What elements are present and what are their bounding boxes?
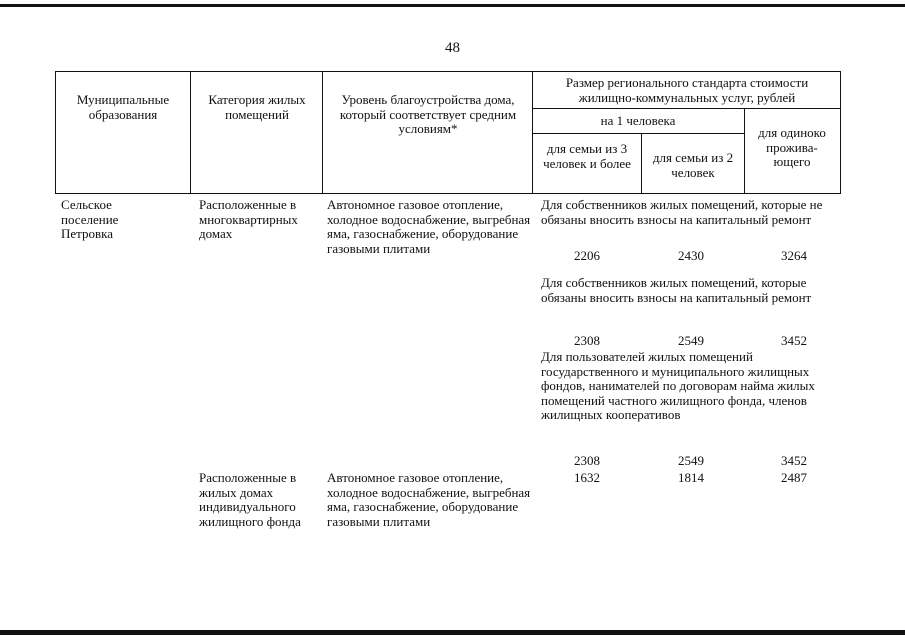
value-c-family-2: 2549 (678, 453, 704, 468)
table-top-line (55, 71, 841, 72)
header-bottom-line (55, 193, 841, 194)
value-b-family-3plus: 2308 (574, 333, 600, 348)
table-left-line (55, 71, 56, 193)
header-category: Категория жилых помещений (208, 92, 306, 122)
group-header-line (532, 108, 841, 109)
value-d-family-3plus: 1632 (574, 470, 600, 485)
value-b-single: 3452 (781, 333, 807, 348)
header-amenity-level: Уровень благоустройства дома, который соответствует средним условиям* (339, 92, 517, 136)
col-divider-1 (190, 71, 191, 193)
users-state-housing-label: Для пользователей жилых помещений государственного и муниципального жилищных фондов, нанимателей по договорам найма жилых помещений частного жилищного фонда, членов жилищных кооперативов (541, 349, 815, 422)
per-person-line (532, 133, 744, 134)
header-standard-size: Размер регионального стандарта стоимости жилищно-коммунальных услуг, рублей (565, 75, 809, 105)
header-municipality: Муниципальные образования (76, 92, 170, 122)
header-family-3plus: для семьи из 3 человек и более (543, 141, 631, 171)
value-d-family-2: 1814 (678, 470, 704, 485)
header-per-person: на 1 человека (600, 113, 676, 128)
sub-divider-1 (641, 133, 642, 193)
value-c-single: 3452 (781, 453, 807, 468)
col-divider-3 (532, 71, 533, 193)
amenity-description-2: Автономное газовое отопление, холодное водоснабжение, выгребная яма, газоснабжение, оборудование газовыми плитами (327, 470, 531, 529)
value-d-single: 2487 (781, 470, 807, 485)
owners-capital-repair-label: Для собственников жилых помещений, которые обязаны вносить взносы на капитальный ремонт (541, 275, 812, 305)
owners-no-capital-repair-label: Для собственников жилых помещений, которые не обязаны вносить взносы на капитальный ремонт (541, 197, 823, 227)
sub-divider-2 (744, 108, 745, 193)
page-number: 48 (445, 40, 460, 56)
value-b-family-2: 2549 (678, 333, 704, 348)
value-a-family-3plus: 2206 (574, 248, 600, 263)
header-single: для одиноко прожива-ющего (758, 125, 826, 169)
value-a-family-2: 2430 (678, 248, 704, 263)
bottom-border-rule (0, 630, 905, 635)
table-right-line (840, 71, 841, 193)
amenity-description-1: Автономное газовое отопление, холодное водоснабжение, выгребная яма, газоснабжение, оборудование газовыми плитами (327, 197, 531, 256)
top-border-rule (0, 4, 905, 7)
category-individual-houses: Расположенные в жилых домах индивидуального жилищного фонда (199, 470, 301, 529)
header-family-2: для семьи из 2 человек (652, 150, 734, 180)
value-a-single: 3264 (781, 248, 807, 263)
category-apartment-buildings: Расположенные в многоквартирных домах (199, 197, 298, 241)
municipality-name: Сельское поселение Петровка (61, 197, 119, 241)
value-c-family-3plus: 2308 (574, 453, 600, 468)
col-divider-2 (322, 71, 323, 193)
